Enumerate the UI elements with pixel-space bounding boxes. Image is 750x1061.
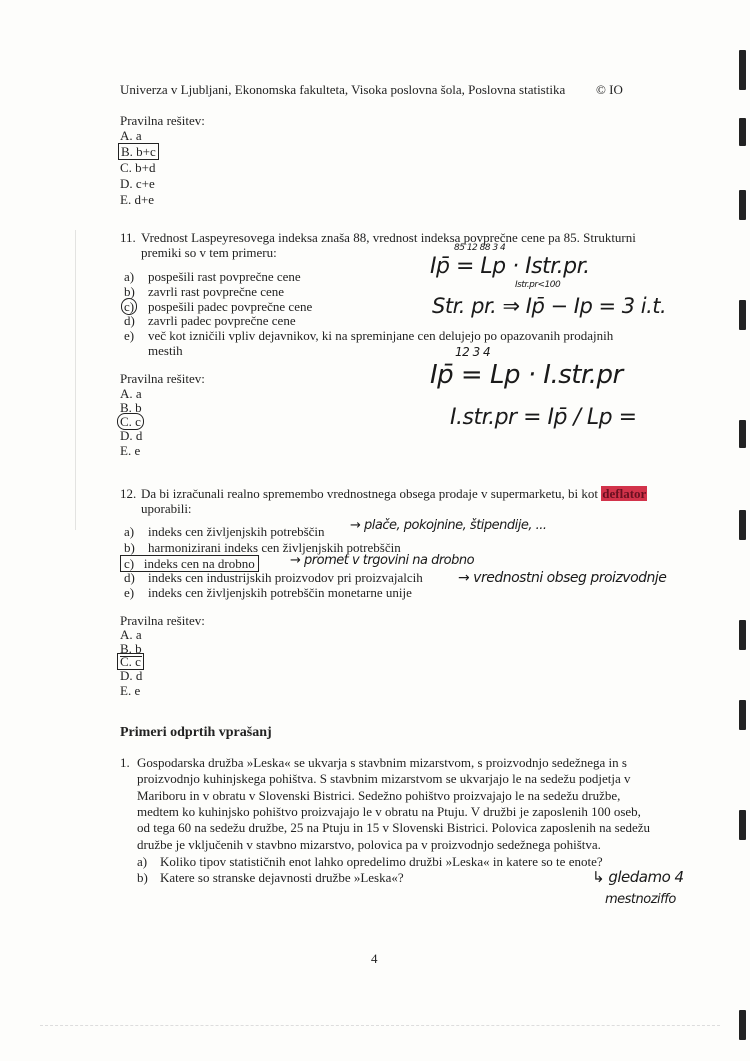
question-text: premiki so v tem primeru: bbox=[141, 245, 277, 260]
option-letter: a) bbox=[124, 524, 135, 539]
question-number: 11. bbox=[120, 230, 136, 245]
handwritten-note: Istr.pr<100 bbox=[515, 280, 561, 290]
question-text: Mariboru in v obratu v Slovenski Bistrici. Sedežno pohištvo proizvajajo le na sedežu družbe, bbox=[137, 788, 621, 803]
option-text: harmonizirani indeks cen življenjskih potrebščin bbox=[148, 540, 401, 555]
answer-option: A. a bbox=[120, 128, 142, 143]
option-text: zavrli rast povprečne cene bbox=[148, 284, 285, 299]
page-number: 4 bbox=[371, 951, 378, 966]
copyright: © IO bbox=[596, 82, 623, 97]
answer-option: D. d bbox=[120, 668, 143, 683]
question-text: Vrednost Laspeyresovega indeksa znaša 88, vrednost indeksa povprečne cene pa 85. Strukturni bbox=[141, 230, 636, 245]
answer-label: Pravilna rešitev: bbox=[120, 371, 205, 386]
option-letter: b) bbox=[137, 870, 148, 885]
option-text: pospešili rast povprečne cene bbox=[148, 269, 301, 284]
option-letter: a) bbox=[137, 854, 148, 869]
option-text: Katere so stranske dejavnosti družbe »Leska«? bbox=[160, 870, 404, 885]
handwritten-note: → plače, pokojnine, štipendije, ... bbox=[350, 518, 547, 533]
option-text: več kot izničili vpliv dejavnikov, ki na spreminjane cen delujejo po opazovanih prodajnih bbox=[148, 328, 614, 343]
option-letter: d) bbox=[124, 570, 135, 585]
question-text: Da bi izračunali realno spremembo vrednostnega obsega prodaje v supermarketu, bi kot bbox=[141, 486, 599, 501]
answer-option: A. a bbox=[120, 627, 142, 642]
option-letter: e) bbox=[124, 328, 135, 343]
option-text: zavrli padec povprečne cene bbox=[148, 313, 296, 328]
option-letter: d) bbox=[124, 313, 135, 328]
handwritten-formula: I.str.pr = Ip̄ / Lp = bbox=[450, 405, 637, 430]
binder-mark bbox=[739, 420, 746, 448]
answer-option: E. d+e bbox=[120, 192, 155, 207]
answer-option: C. b+d bbox=[120, 160, 156, 175]
question-number: 12. bbox=[120, 486, 137, 501]
handwritten-formula: Ip̄ = Lp · Istr.pr. bbox=[430, 254, 590, 279]
option-text: pospešili padec povprečne cene bbox=[148, 299, 313, 314]
question-text: Gospodarska družba »Leska« se ukvarja s stavbnim mizarstvom, s proizvodnjo sedežnega in s bbox=[137, 755, 627, 770]
answer-label: Pravilna rešitev: bbox=[120, 113, 205, 128]
binder-mark bbox=[739, 810, 746, 840]
option-text-boxed: indeks cen na drobno bbox=[143, 556, 255, 571]
scan-edge-shadow bbox=[30, 230, 76, 530]
option-letter: e) bbox=[124, 585, 135, 600]
answer-option: A. a bbox=[120, 386, 142, 401]
binder-mark bbox=[739, 510, 746, 540]
option-letter: a) bbox=[124, 269, 135, 284]
answer-option: B. b bbox=[120, 400, 142, 415]
question-text: od tega 60 na sedežu družbe, 25 na Ptuju in 15 v Slovenski Bistrici. Polovica zaposlenih na sedežu bbox=[137, 820, 651, 835]
handwritten-note: → promet v trgovini na drobno bbox=[290, 553, 475, 568]
option-text: indeks cen življenjskih potrebščin bbox=[148, 524, 325, 539]
page-header: Univerza v Ljubljani, Ekonomska fakulteta, Visoka poslovna šola, Poslovna statistika bbox=[120, 82, 566, 97]
question-text: proizvodnjo kuhinjskega pohištva. S stavbnim mizarstvom se ukvarjajo le na sedežu podjetja v bbox=[137, 771, 631, 786]
answer-option: D. c+e bbox=[120, 176, 155, 191]
option-letter: c) bbox=[124, 556, 135, 571]
option-text: mestih bbox=[148, 343, 183, 358]
option-letter: b) bbox=[124, 284, 135, 299]
option-text: Koliko tipov statističnih enot lahko opredelimo družbi »Leska« in katere so te enote? bbox=[160, 854, 603, 869]
answer-option-selected: B. b+c bbox=[118, 143, 159, 160]
question-number: 1. bbox=[120, 755, 130, 770]
section-title: Primeri odprtih vprašanj bbox=[120, 725, 272, 740]
binder-mark bbox=[739, 50, 746, 90]
question-text: medtem ko kuhinjsko pohištvo proizvajajo le v obratu na Ptuju. V družbi je zaposlenih 100 oseb, bbox=[137, 804, 641, 819]
answer-label: Pravilna rešitev: bbox=[120, 613, 205, 628]
handwritten-note: mestnoziffo bbox=[605, 892, 676, 907]
handwritten-formula: Ip̄ = Lp · I.str.pr bbox=[430, 360, 623, 390]
answer-option: E. e bbox=[120, 443, 141, 458]
binder-mark bbox=[739, 620, 746, 650]
handwritten-note: → vrednostni obseg proizvodnje bbox=[458, 570, 667, 586]
handwritten-formula: Str. pr. ⇒ Ip̄ − Ip = 3 i.t. bbox=[432, 294, 667, 318]
handwritten-note: ↳ gledamo 4 bbox=[592, 868, 684, 886]
option-text: indeks cen industrijskih proizvodov pri proizvajalcih bbox=[148, 570, 423, 585]
highlighted-word: deflator bbox=[602, 486, 647, 501]
option-letter-circled: c) bbox=[121, 298, 137, 315]
answer-option: D. d bbox=[120, 428, 143, 443]
option-letter: b) bbox=[124, 540, 135, 555]
binder-mark bbox=[739, 118, 746, 146]
handwritten-note: 85 12 88 3 4 bbox=[454, 243, 506, 253]
answer-option-selected: C. c bbox=[117, 653, 144, 670]
answer-option: B. b bbox=[120, 641, 142, 656]
binder-mark bbox=[739, 300, 746, 330]
answer-option: E. e bbox=[120, 683, 141, 698]
binder-mark bbox=[739, 1010, 746, 1040]
handwritten-note: 12 3 4 bbox=[455, 345, 491, 359]
binder-mark bbox=[739, 190, 746, 220]
binder-mark bbox=[739, 700, 746, 730]
scan-artifact-line bbox=[40, 1025, 720, 1026]
answer-option-selected: C. c bbox=[117, 413, 144, 430]
question-text: uporabili: bbox=[141, 501, 192, 516]
option-text: indeks cen življenjskih potrebščin monetarne unije bbox=[148, 585, 412, 600]
question-text: družbe je vključenih v stavbno mizarstvo, polovica pa v proizvodnjo sedežnega pohištva. bbox=[137, 837, 601, 852]
